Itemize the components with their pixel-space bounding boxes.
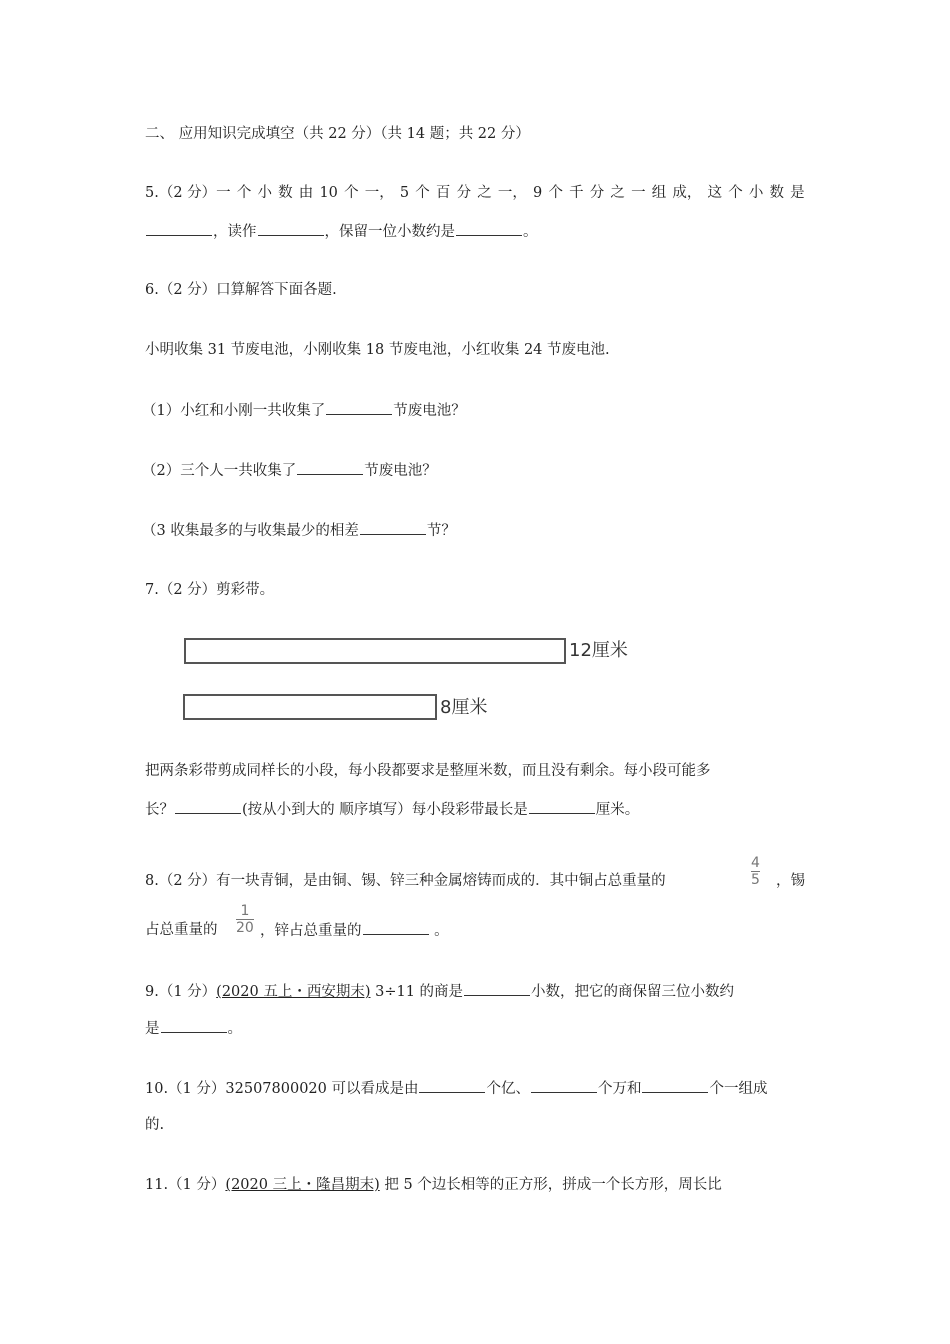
answer-blank[interactable]	[175, 799, 241, 814]
q5-token: 9	[533, 185, 543, 201]
q8-text: 。	[429, 923, 449, 939]
q6-sub3	[142, 520, 456, 541]
q6-text: 节？	[426, 523, 456, 539]
answer-blank[interactable]	[161, 1018, 227, 1033]
q8-text: ，锡	[776, 873, 805, 889]
fraction-four-fifths	[751, 856, 760, 887]
q9-text: 。	[227, 1021, 242, 1037]
ribbon-label-12cm: 12厘米	[569, 640, 628, 661]
q5-line1	[145, 183, 805, 203]
answer-blank[interactable]	[531, 1078, 597, 1093]
q7-line1	[145, 761, 711, 781]
q5-text: ，保留一位小数约是	[324, 224, 455, 240]
q10-text: 个万和	[597, 1081, 642, 1097]
q11-text: 11.（1 分）	[145, 1177, 226, 1193]
q5-text: ，读作	[213, 224, 257, 240]
source-link[interactable]: (2020 五上・西安期末)	[216, 984, 371, 1000]
q5-token: 之	[610, 185, 625, 201]
q5-token: 这	[707, 185, 723, 201]
q11-text: 把 5 个边长相等的正方形，拼成一个长方形，周长比	[379, 1177, 722, 1193]
q9-text: 3÷11 的商是	[370, 984, 464, 1000]
answer-blank[interactable]	[297, 460, 363, 475]
q8-text: 8.（2 分）有一块青铜，是由铜、锡、锌三种金属熔铸而成的．其中铜占总重量的	[145, 873, 666, 889]
q11-line1	[145, 1175, 722, 1195]
fraction-denominator: 5	[751, 872, 760, 888]
q9-line1	[145, 981, 734, 1002]
q5-token: 数	[769, 185, 784, 201]
q6-info-text: 小明收集 31 节废电池，小刚收集 18 节废电池，小红收集 24 节废电池.	[145, 342, 610, 358]
q9-line2	[145, 1018, 242, 1039]
q5-token: 一，	[497, 185, 527, 201]
q6-text: （1）小红和小刚一共收集了	[142, 403, 326, 419]
q5-token: 个	[236, 185, 252, 201]
q5-token: 个	[548, 185, 563, 201]
q6-text: （2）三个人一共收集了	[142, 463, 297, 479]
q5-token: 一	[631, 185, 646, 201]
q7-text: 厘米。	[595, 802, 640, 818]
q7-text: 把两条彩带剪成同样长的小段，每小段都要求是整厘米数，而且没有剩余。每小段可能多	[145, 763, 711, 779]
answer-blank[interactable]	[529, 799, 595, 814]
answer-blank[interactable]	[146, 221, 212, 236]
q10-line1	[145, 1078, 767, 1099]
q5-token: 个	[344, 185, 359, 201]
fraction-one-twentieth	[236, 904, 254, 935]
q5-token: 组	[651, 185, 667, 201]
q7-line2	[145, 799, 639, 820]
q6-sub2	[142, 460, 437, 481]
ribbon-label-8cm: 8厘米	[440, 697, 488, 718]
q5-token: 由	[298, 185, 314, 201]
q5-token: 小	[257, 185, 272, 201]
q9-text: 9.（1 分）	[145, 984, 217, 1000]
q9-text: 小数，把它的商保留三位小数约	[531, 984, 735, 1000]
q10-text: 个亿、	[486, 1081, 530, 1097]
answer-blank[interactable]	[360, 520, 426, 535]
answer-blank[interactable]	[326, 400, 392, 415]
q10-line2	[145, 1115, 164, 1135]
q5-token: 个	[415, 185, 430, 201]
ribbon-strip-12cm	[184, 638, 566, 664]
answer-blank[interactable]	[363, 920, 429, 935]
q9-text: 是	[145, 1021, 160, 1037]
q5-token: 之	[477, 185, 492, 201]
answer-blank[interactable]	[419, 1078, 485, 1093]
q5-token: 分	[456, 185, 472, 201]
q5-token: 个	[728, 185, 743, 201]
q10-text: 10.（1 分）32507800020 可以看成是由	[145, 1081, 419, 1097]
answer-blank[interactable]	[456, 221, 522, 236]
fraction-denominator: 20	[236, 920, 254, 936]
q6-text: 节废电池？	[393, 403, 466, 419]
q8-line2a	[145, 920, 218, 940]
q10-text: 的.	[145, 1117, 165, 1133]
source-link[interactable]: (2020 三上・隆昌期末)	[225, 1177, 380, 1193]
q5-token: 一，	[364, 185, 394, 201]
answer-blank[interactable]	[464, 981, 530, 996]
q5-token: 成，	[672, 185, 702, 201]
q7-head-text: 7.（2 分）剪彩带。	[145, 582, 275, 598]
q10-text: 个一组成	[709, 1081, 768, 1097]
fraction-numerator: 4	[751, 855, 760, 871]
q6-text: 节废电池？	[364, 463, 437, 479]
q8-text: ，锌占总重量的	[260, 923, 362, 939]
q5-token: 是	[790, 185, 805, 201]
q5-token: 百	[435, 185, 451, 201]
q5-token: 5.（2 分）一	[145, 185, 231, 201]
q7-text: (按从小到大的 顺序填写）每小段彩带最长是	[242, 802, 528, 818]
ribbon-strip-8cm	[183, 694, 437, 720]
q5-token: 10	[319, 185, 338, 201]
q7-head	[145, 580, 274, 600]
q6-text: （3 收集最多的与收集最少的相差	[142, 523, 359, 539]
q7-text: 长？	[145, 802, 174, 818]
fraction-numerator: 1	[240, 903, 250, 919]
q5-token: 小	[748, 185, 764, 201]
q6-sub1	[142, 400, 466, 421]
answer-blank[interactable]	[642, 1078, 708, 1093]
q5-token: 千	[569, 185, 584, 201]
q6-head	[145, 280, 337, 300]
q8-line1	[145, 871, 666, 891]
q5-text: 。	[523, 224, 538, 240]
q5-line2	[145, 221, 538, 242]
q6-head-text: 6.（2 分）口算解答下面各题.	[145, 282, 337, 298]
section-title-text: 二、 应用知识完成填空（共 22 分）（共 14 题；共 22 分）	[145, 126, 530, 142]
q5-token: 分	[589, 185, 605, 201]
q8-text: 占总重量的	[145, 922, 218, 938]
q5-token: 5	[399, 185, 410, 201]
answer-blank[interactable]	[258, 221, 324, 236]
q8-line1-end	[776, 871, 805, 891]
q5-token: 数	[278, 185, 293, 201]
q8-line2b	[260, 920, 449, 941]
q6-info	[145, 340, 610, 360]
section-title	[145, 124, 530, 144]
